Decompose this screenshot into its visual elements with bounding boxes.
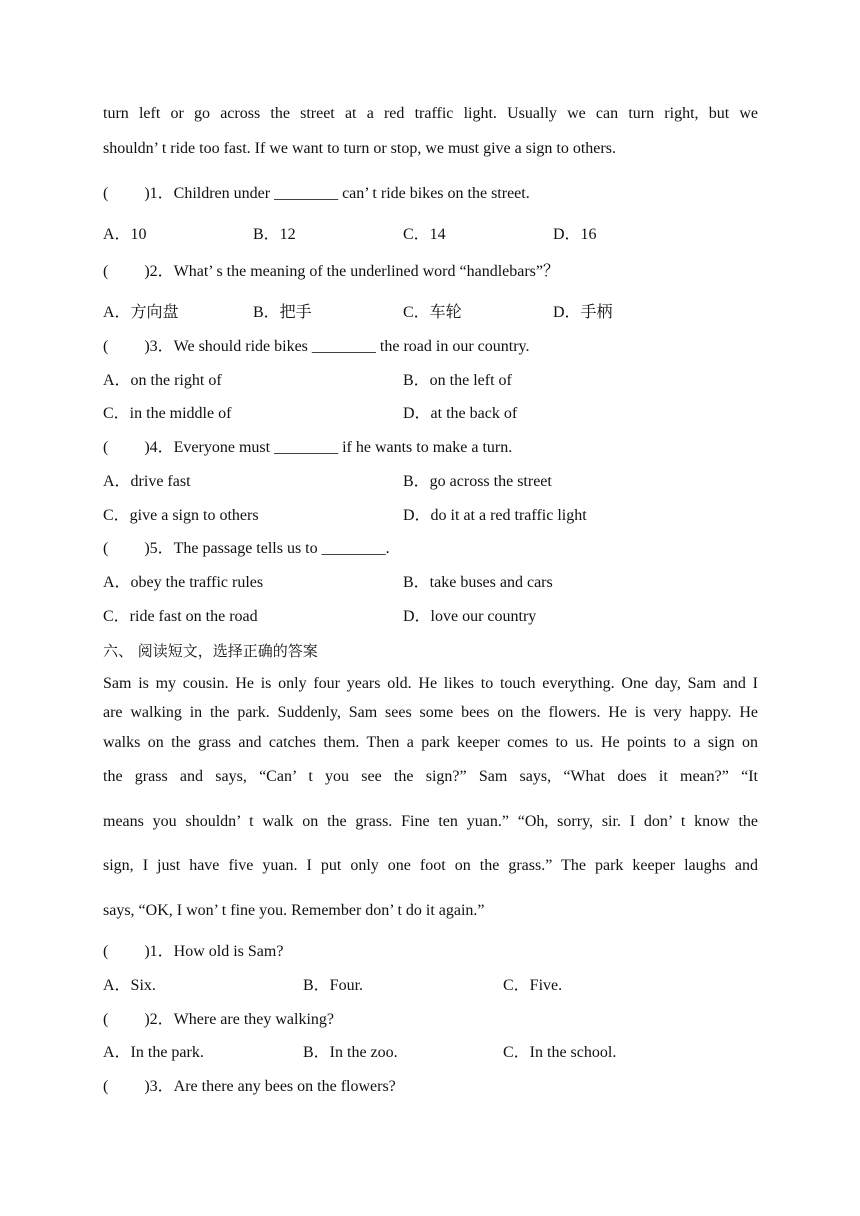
question-stem: ( )3．Are there any bees on the flowers?: [103, 1078, 396, 1095]
answer-option: B．on the left of: [403, 372, 512, 389]
answer-option: C．车轮: [403, 304, 462, 321]
question-stem: ( )2．Where are they walking?: [103, 1011, 335, 1028]
section-heading: 六、 阅读短文，选择正确的答案: [103, 642, 318, 660]
answer-option: A．Six.: [103, 977, 156, 994]
answer-option: A．In the park.: [103, 1044, 204, 1061]
question-stem: ( )5．The passage tells us to ________.: [103, 540, 390, 557]
passage-line: shouldn’ t ride too fast. If we want to turn or stop, we must give a sign to others.: [103, 140, 616, 157]
passage-line: turn left or go across the street at a red traffic light. Usually we can turn right, but we: [103, 105, 758, 122]
answer-option: A．10: [103, 226, 147, 243]
answer-option: A．obey the traffic rules: [103, 574, 264, 591]
passage-line: are walking in the park. Suddenly, Sam sees some bees on the flowers. He is very happy. He: [103, 704, 758, 721]
question-stem: ( )2．What’ s the meaning of the underlined word “handlebars”？: [103, 263, 560, 280]
answer-option: C．ride fast on the road: [103, 608, 258, 625]
answer-option: A．drive fast: [103, 473, 191, 490]
answer-option: B．Four.: [303, 977, 364, 994]
answer-option: A．方向盘: [103, 304, 179, 321]
answer-option: C．14: [403, 226, 446, 243]
question-stem: ( )4．Everyone must ________ if he wants to make a turn.: [103, 439, 513, 456]
answer-option: B．把手: [253, 304, 312, 321]
answer-option: B．In the zoo.: [303, 1044, 398, 1061]
answer-option: B．12: [253, 226, 296, 243]
answer-option: D．手柄: [553, 304, 613, 321]
question-stem: ( )1．How old is Sam?: [103, 943, 284, 960]
answer-option: C．in the middle of: [103, 405, 232, 422]
answer-option: C．In the school.: [503, 1044, 617, 1061]
passage-line: walks on the grass and catches them. Then a park keeper comes to us. He points to a sign on: [103, 734, 758, 751]
passage-line: sign, I just have five yuan. I put only one foot on the grass.” The park keeper laughs and: [103, 857, 758, 874]
answer-option: D．love our country: [403, 608, 537, 625]
answer-option: D．do it at a red traffic light: [403, 507, 587, 524]
question-stem: ( )3．We should ride bikes ________ the road in our country.: [103, 338, 530, 355]
passage-line: says, “OK, I won’ t fine you. Remember don’ t do it again.”: [103, 902, 485, 919]
answer-option: D．at the back of: [403, 405, 518, 422]
passage-line: Sam is my cousin. He is only four years old. He likes to touch everything. One day, Sam and I: [103, 675, 758, 692]
answer-option: A．on the right of: [103, 372, 222, 389]
passage-line: means you shouldn’ t walk on the grass. Fine ten yuan.” “Oh, sorry, sir. I don’ t know the: [103, 813, 758, 830]
answer-option: B．go across the street: [403, 473, 552, 490]
passage-line: the grass and says, “Can’ t you see the sign?” Sam says, “What does it mean?” “It: [103, 768, 758, 785]
answer-option: B．take buses and cars: [403, 574, 553, 591]
answer-option: D．16: [553, 226, 597, 243]
answer-option: C．Five.: [503, 977, 563, 994]
answer-option: C．give a sign to others: [103, 507, 259, 524]
question-stem: ( )1．Children under ________ can’ t ride bikes on the street.: [103, 185, 530, 202]
